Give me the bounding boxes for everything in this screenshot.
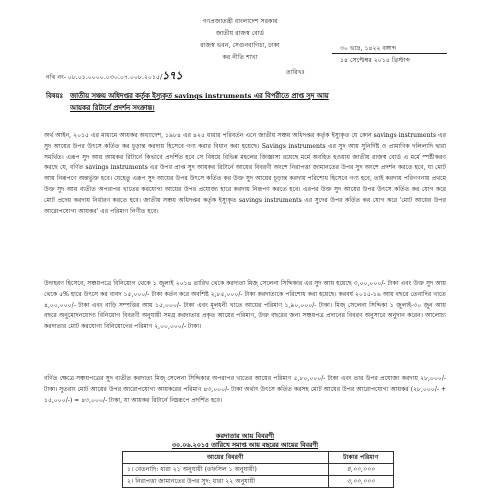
section-name: কর নীতি শাখা — [222, 54, 258, 61]
date-bangla: ৩০ ভাদ্র, ১৪২২ বঙ্গাব্দ — [340, 45, 397, 52]
paragraph-1: অর্থ আইন, ২০১৫ এর মাধ্যমে আয়কর অধ্যাদেশ, ১৯৮৪ এর ৪২৫ ধারার পরিবর্তন এনে জাতীয় সঞ্চয় অধিদপ্তর কর্তৃক ইস্যুকৃত যে কোন savings instruments এর সুদ আয়ের উপর উৎসে কর্তিত কর চূড়ান্ত করদায় হিসেবে গণ্য করার বিধান করা হয়েছে। Savings instruments এর সুদ আয় সুনির্দিষ্ট ও প্রামাণিক দলিলাদি দ্বারা সমর্থিত। এরূপ সুদ আয় আয়কর রিটার্নে কিভাবে প্রদর্শিত হবে সে বিষয়ে বিভিন্ন মহলের জিজ্ঞাসা রয়েছে মর্মে অবহিত হওয়ায় জাতীয় রাজস্ব বোর্ড এ মর্মে স্পষ্টীকরণ করছে যে, বর্ণিত savings instruments এর উপর প্রাপ্ত সুদ আয়কর রিটার্নে আয়ের বিবরণী অংশে নিরাপত্তা জামানতের উপর সুদ অংশে প্রদর্শন করতে হবে, যা মোট আয় নিরূপণে অন্তর্ভুক্ত হবে। যেহেতু এরূপ সুদ আয়ের উপর উৎসে কর্তিত কর উক্ত সুদ আয়ের চূড়ান্ত করদায় পরিশোধ হিসেবে গণ্য হবে, তাই করদায় পরিগণনায় প্রথমে উক্ত সুদ আয় ব্যতীত অপরাপর খাতের করযোগ্য আয়ের উপর প্রযোজ্য হারে করদায় নিরূপণ করতে হবে। এরপর উক্ত সুদ আয়ের উপর উৎসে কর্তিত কর যোগ করে মোট প্রদেয় করদায় নির্ধারণ করতে হবে। জাতীয় সঞ্চয় অধিদপ্তর কর্তৃক ইস্যুকৃত savings instruments এর সুদের উপর কর্তিত কর যোগ করে 'মোট আয়ের উপর আরোপযোগ্য আয়কর' এর পরিমাণ নির্ণীত হবে। — [44, 132, 447, 215]
table-header-row — [123, 452, 394, 464]
date-label: তারিখঃ — [286, 69, 305, 76]
income-statement — [44, 431, 446, 488]
row-amount: ৩,০০,০০০ — [328, 476, 393, 488]
board-name: জাতীয় রাজস্ব বোর্ড — [215, 30, 265, 37]
subject-label: বিষয়ঃ — [46, 92, 64, 100]
reference-number — [46, 67, 182, 86]
table-row — [123, 476, 394, 488]
column-header-description: আয়ের বিবরণী — [123, 452, 329, 464]
table-row — [123, 464, 394, 476]
reference-handwritten-number: ১৭১ — [162, 69, 183, 82]
government-name: গণপ্রজাতন্ত্রী বাংলাদেশ সরকার — [202, 18, 278, 25]
paragraph-3: বর্ণিত ক্ষেত্রে সঞ্চয়পত্রের সুদ ব্যতীত করদাতা মিজ্ সেলেনা সিদ্দিকার অপরাপর খাতের আয়ের পরিমাণ ৫,৮০,০০০/- টাকা এবং তার উপর প্রযোজ্য করদায় ২৮,০০০/- টাকা। সুতরাং মোট আয়ের উপর আরোপযোগ্য আয়করের পরিমাণ ৪৩,০০০/- টাকা অর্থাৎ উৎসে কর্তিত করসহ মোট আয়ের উপর আরোপযোগ্য আয়কর (২৮,০০০/- + ১৫,০০০/-) = ৪৩,০০০/- টাকা, যা আয়কর রিটার্নে নিম্নরূপে প্রদর্শিত হবে। — [44, 375, 446, 404]
income-statement-title: করদাতার আয় বিবরণী — [215, 432, 275, 440]
subject-line-1: জাতীয় সঞ্চয় অধিদপ্তর কর্তৃক ইস্যুকৃত savings instruments এর বিপরীতে প্রাপ্ত সুদ আয় — [70, 92, 329, 100]
office-address: রাজস্ব ভবন, সেগুনবাগিচা, ঢাকা — [200, 42, 280, 49]
subject-line-2: আয়কর রিটার্নে প্রদর্শন সংক্রান্ত। — [70, 104, 155, 112]
row-amount: ৪,০০,০০০ — [328, 464, 393, 476]
subject-block — [46, 90, 442, 114]
row-description: ১। বেতনাদি: ধারা ২১ অনুযায়ী (তফসিল ১ অনুযায়ী) — [123, 464, 329, 476]
income-statement-subtitle: ৩০.০৬.২০১৫ তারিখে সমাপ্ত আয় বছরের আয়ের বিবরণী — [171, 442, 319, 449]
reference-text: নথি নং- ০৮.০১.০০০০.০৩০.০৭.০০৮.২০১৫/ — [46, 74, 163, 81]
paragraph-2: উদাহরণ হিসেবে, সঞ্চয়পত্রে বিনিয়োগ থেকে ১ জুলাই ২০১৪ তারিখ থেকে করদাতা মিজ্ সেলেনা সিদ্দিকার এর সুদ আয় হয়েছে ৩,০০,০০০/- টাকা এবং উক্ত সুদ আয় থেকে ৫% হারে উৎসে কর বাবদ ১৫,০০০/- টাকা কর্তন করে অবশিষ্ট ২,৮৫,০০০/- টাকা করদাতাকে পরিশোধ করা হয়েছে। করবর্ষ ২০১৫-১৬ আয় বছরে তেনাদির খাতে ৪,০০,০০০/- টাকা এবং বাড়ি সম্পত্তির আয় ১৫,০০০/- টাকা এবং মূলধনী খাতে আয়ের পরিমাণ ১,৯০,০০০/- টাকা। মিজ্ সেলেনা সিদ্দিকা ১ জুলাই-৩০ জুন আয় বছরে অনুমোদনযোগ্য বিনিয়োগ বিবরণী অনুযায়ী সমগ্র করদাতার প্রকৃত আয়ের পরিমাণ, উক্ত বছরের জন্য সঞ্চয়পত্র প্রদানের বিবরণ অনুসারে অনুদান করেন। আলোচ্য করদাতার মোট করযোগ্য বিনিয়োগের পরিমাণ ২,০০,০০০/- টাকা। — [44, 280, 446, 331]
row-description: ২। নিরাপত্তা জামানতের উপর সুদ: ধারা ২২ অনুযায়ী — [123, 476, 329, 488]
column-header-amount: টাকার পরিমাণ — [328, 452, 393, 464]
date-divider — [332, 53, 447, 54]
date-gregorian: ১৪ সেপ্টেম্বর ২০১৫ খ্রিস্টাব্দ — [340, 57, 410, 64]
date-block — [318, 44, 410, 66]
income-table — [122, 451, 394, 488]
